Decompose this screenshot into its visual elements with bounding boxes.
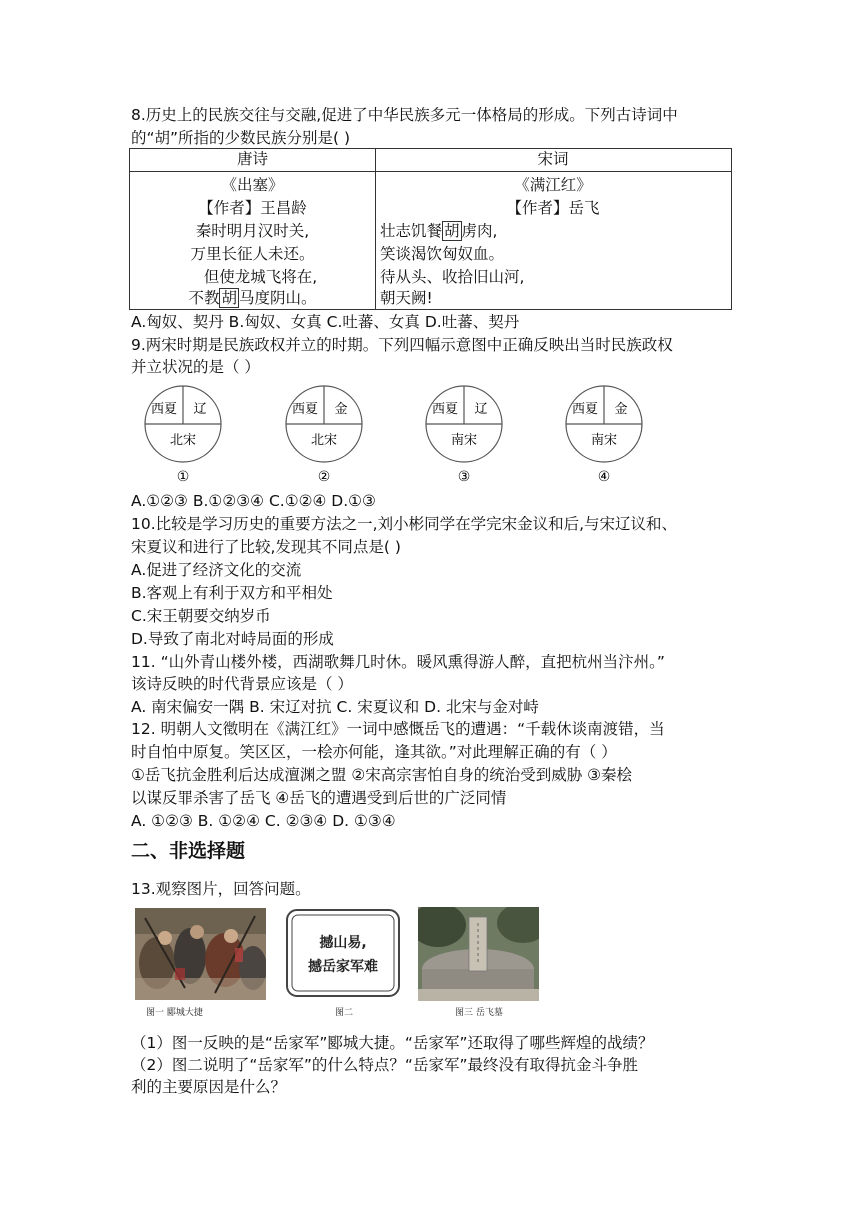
regime-diagram-2 (281, 383, 367, 491)
diagram-3-label-right: 辽 (474, 402, 488, 417)
diagram-3-label-xixia: 西夏 (431, 402, 459, 417)
q13-stem: 13.观察图片，回答问题。 (131, 880, 311, 898)
calligraphy-line1: 撼山易, (319, 935, 367, 951)
q8-stem-line1: 8.历史上的民族交往与交融,促进了中华民族多元一体格局的形成。下列古诗词中 (131, 106, 678, 124)
q9-stem-line2: 并立状况的是（ ） (131, 358, 260, 376)
diagram-4-label-xixia: 西夏 (571, 402, 599, 417)
q10-stem-line2: 宋夏议和进行了比较,发现其不同点是( ) (131, 538, 401, 556)
hu-highlight-2: 胡 (444, 222, 460, 240)
tomb-photo-image (418, 907, 539, 1001)
q11-stem-line2: 该诗反映的时代背景应该是（ ） (131, 675, 353, 693)
diagram-3-label-bottom: 南宋 (450, 433, 478, 448)
q13-subquestion-2-line2: 利的主要原因是什么？ (131, 1078, 287, 1096)
poem2-line1: 壮志饥餐 胡 虏肉, (380, 222, 498, 240)
q12-stem-line2: 时自怕中原复。笑区区，一桧亦何能，逢其欲。”对此理解正确的有（ ） (131, 743, 617, 761)
q9-stem-line1: 9.两宋时期是民族政权并立的时期。下列四幅示意图中正确反映出当时民族政权 (131, 336, 673, 354)
q12-options: A. ①②③ B. ①②④ C. ②③④ D. ①③④ (131, 812, 396, 830)
q12-stem-line4: 以谋反罪杀害了岳飞 ④岳飞的遭遇受到后世的广泛同情 (131, 789, 507, 807)
diagram-3-number: ③ (457, 469, 471, 485)
regime-diagram-3 (421, 383, 507, 491)
q12-stem-line1: 12. 明朝人文徵明在《满江红》一词中感慨岳飞的遭遇：“千载休谈南渡错，当 (131, 720, 665, 738)
q9-options: A.①②③ B.①②③④ C.①②④ D.①③ (131, 492, 376, 510)
diagram-4-label-right: 金 (614, 402, 628, 417)
q13-subquestion-1: （1）图一反映的是“岳家军”郾城大捷。“岳家军”还取得了哪些辉煌的战绩？ (131, 1034, 654, 1052)
section-title: 二、非选择题 (131, 840, 246, 862)
poem1-line1: 秦时明月汉时关, (195, 222, 310, 240)
diagram-1-number: ① (176, 469, 190, 485)
regime-diagram-4 (561, 383, 647, 491)
hu-highlight-1: 胡 (221, 289, 237, 307)
poem2-line2: 笑谈渴饮匈奴血。 (380, 245, 505, 263)
q10-option-a: A.促进了经济文化的交流 (131, 561, 302, 579)
q10-option-b: B.客观上有利于双方和平相处 (131, 584, 333, 602)
diagram-2-label-right: 金 (334, 402, 348, 417)
poem1-author: 【作者】王昌龄 (198, 199, 307, 217)
battle-painting-image (135, 908, 266, 1000)
regime-diagram-1 (140, 383, 226, 491)
poem1-line3: 但使龙城飞将在, (203, 268, 318, 286)
q13-subquestion-2-line1: （2）图二说明了“岳家军”的什么特点？“岳家军”最终没有取得抗金斗争胜 (131, 1056, 638, 1074)
q10-stem-line1: 10.比较是学习历史的重要方法之一,刘小彬同学在学完宋金议和后,与宋辽议和、 (131, 515, 678, 533)
q10-option-c: C.宋王朝要交纳岁币 (131, 607, 271, 625)
poem2-author: 【作者】岳飞 (506, 199, 600, 217)
poem2-line3: 待从头、收拾旧山河, (380, 268, 525, 286)
q11-options: A. 南宋偏安一隅 B. 宋辽对抗 C. 宋夏议和 D. 北宋与金对峙 (131, 698, 539, 716)
figure1-caption: 图一 郾城大捷 (146, 1008, 203, 1018)
table-header-song: 宋词 (537, 150, 569, 168)
diagram-2-label-xixia: 西夏 (291, 402, 319, 417)
diagram-1-label-right: 辽 (193, 402, 207, 417)
calligraphy-image (286, 909, 400, 997)
poem2-title: 《满江红》 (514, 176, 592, 194)
q12-stem-line3: ①岳飞抗金胜利后达成澶渊之盟 ②宋高宗害怕自身的统治受到威胁 ③秦桧 (131, 766, 633, 784)
diagram-4-label-bottom: 南宋 (590, 433, 618, 448)
poem1-line4: 不教 胡 马度阴山。 (188, 289, 317, 307)
q8-options: A.匈奴、契丹 B.匈奴、女真 C.吐蕃、女真 D.吐蕃、契丹 (131, 313, 520, 331)
poem-table (129, 148, 732, 310)
diagram-2-label-bottom: 北宋 (310, 433, 338, 448)
poem1-line2: 万里长征人未还。 (190, 245, 315, 263)
calligraphy-line2: 撼岳家军难 (308, 959, 378, 975)
poem2-line4: 朝天阙! (380, 289, 433, 307)
figure2-caption: 图二 (335, 1008, 354, 1018)
q11-stem-line1: 11. “山外青山楼外楼，西湖歌舞几时休。暖风熏得游人醉，直把杭州当汴州。” (131, 653, 665, 671)
figure3-caption: 图三 岳飞墓 (455, 1008, 503, 1018)
diagram-1-label-bottom: 北宋 (169, 433, 197, 448)
diagram-2-number: ② (317, 469, 331, 485)
q8-stem-line2: 的“胡”所指的少数民族分别是( ) (131, 129, 351, 147)
table-divider-horizontal (130, 171, 731, 172)
poem1-title: 《出塞》 (221, 176, 284, 194)
diagram-1-label-xixia: 西夏 (150, 402, 178, 417)
q10-option-d: D.导致了南北对峙局面的形成 (131, 630, 334, 648)
diagram-4-number: ④ (597, 469, 611, 485)
table-header-tang: 唐诗 (236, 150, 268, 168)
